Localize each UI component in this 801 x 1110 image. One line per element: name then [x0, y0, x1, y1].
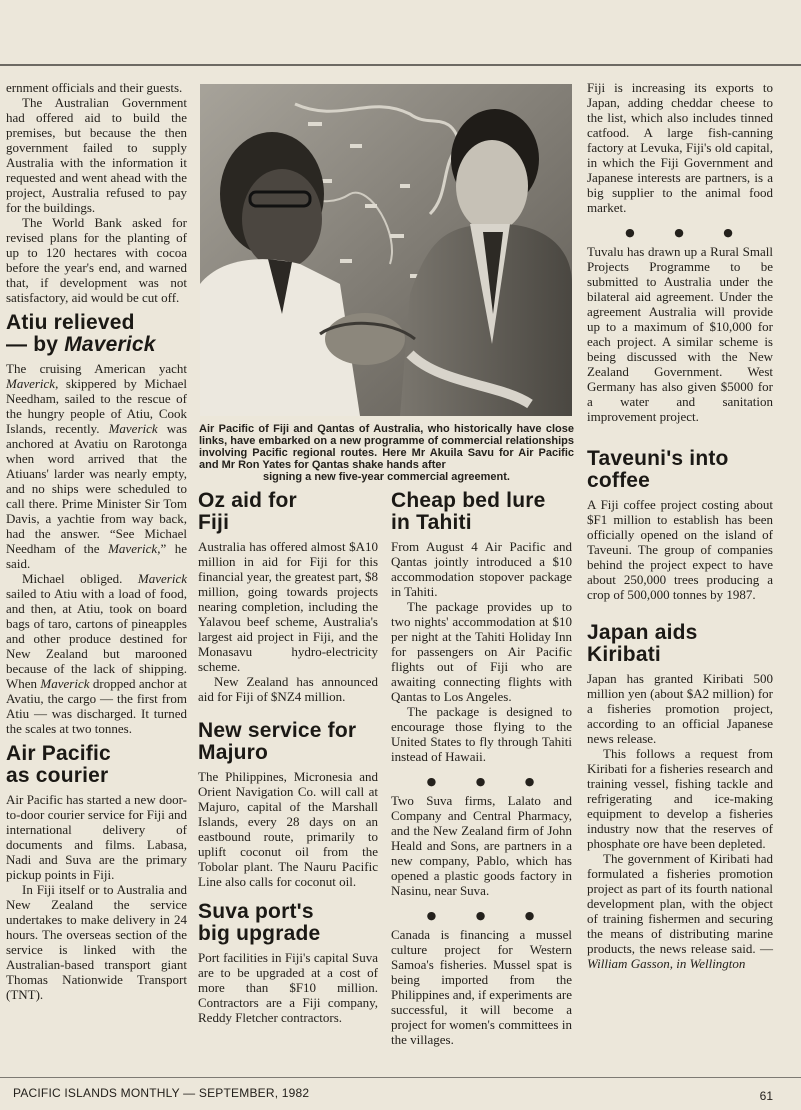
- column-4: [587, 80, 773, 971]
- left-man-face: [242, 169, 322, 269]
- paragraph: Australia has offered almost $A10 million in aid for Fiji for this financial year, the greatest part, $8 million, going towards projects nearing completion, including the Yalavou beef scheme, Australia's largest aid project in Fiji, and the Monasavu hydro-electricity scheme.: [198, 539, 378, 674]
- italic-run: Maverick: [40, 676, 90, 691]
- paragraph: Air Pacific has started a new door-to-door courier service for Fiji and international delivery of documents and films. Labasa, Nadi and Suva are the primary pickup points in Fiji.: [6, 792, 187, 882]
- headline-line: Atiu relieved: [6, 311, 135, 334]
- headline-line: Cheap bed lure: [391, 489, 546, 512]
- right-man-face: [456, 140, 528, 232]
- top-rule: [0, 64, 801, 66]
- headline-line: Suva port's: [198, 900, 314, 923]
- headline-air-pacific-courier: [6, 743, 187, 787]
- paragraph: Port facilities in Fiji's capital Suva are to be upgraded at a cost of more than $F10 million. Contractors are a Fiji company, Reddy Fletcher contractors.: [198, 950, 378, 1025]
- headline-line: Majuro: [198, 741, 269, 764]
- headline-line: Japan aids: [587, 621, 698, 644]
- paragraph: [6, 571, 187, 736]
- headline-cheap-bed: [391, 490, 572, 534]
- text-run: , skippered by Michael Needham, sailed to the rescue of the hungry people of Atiu, Cook Islands, recently.: [6, 376, 187, 436]
- bottom-rule: [0, 1077, 801, 1078]
- headline-italic: Maverick: [64, 333, 156, 356]
- text-run: sailed to Atiu with a load of food, and then, at Atiu, took on board bags of taro, cartons of pineapples and other produce destined for New Zealand but marooned because of the lack of shipping. When: [6, 586, 187, 691]
- paragraph: From August 4 Air Pacific and Qantas jointly introduced a $10 accommodation stopover package in Tahiti.: [391, 539, 572, 599]
- headline-line: Air Pacific: [6, 742, 111, 765]
- section-divider-dots: ● ● ●: [625, 226, 751, 239]
- headline-line: Taveuni's into: [587, 447, 729, 470]
- byline: William Gasson, in Wellington: [587, 956, 746, 971]
- text-run: was anchored at Avatiu on Rarotonga when word arrived that the Atiuans' larder was nearly empty, and no ships were scheduled to call there. Prime Minister Sir Tom Davis, a yachtie from way back, had the answer. “See Michael Needham of the: [6, 421, 187, 556]
- italic-run: Maverick: [108, 541, 158, 556]
- paragraph: The World Bank asked for revised plans for the planting of up to 120 hectares with cocoa before the year's end, and warned that, if development was not satisfactory, aid would be cut off.: [6, 215, 187, 305]
- paragraph: The Australian Government had offered aid to build the premises, but because the then government failed to supply Australia with the information it requested and went ahead with the project, Australia refused to pay for the buildings.: [6, 95, 187, 215]
- text-run: Michael obliged.: [22, 571, 138, 586]
- headline-taveuni: [587, 448, 773, 492]
- text-run: The cruising American yacht: [6, 361, 187, 376]
- headline-line: as courier: [6, 764, 109, 787]
- headline-oz-aid: [198, 490, 378, 534]
- paragraph: The package provides up to two nights' accommodation at $10 per night at the Tahiti Holiday Inn for passengers on Air Pacific flights out of Fiji who are awaiting connecting flights with Qantas to Los Angeles.: [391, 599, 572, 704]
- paragraph: Fiji is increasing its exports to Japan, adding cheddar cheese to the list, which also includes tinned catfood. A large fish-canning factory at Levuka, Fiji's old capital, in which the Fiji Government and Japanese interests are partners, is a big supplier to the animal food market.: [587, 80, 773, 215]
- column-3: [391, 490, 572, 1047]
- paragraph: The package is designed to encourage those flying to the United States to fly through Tahiti instead of Hawaii.: [391, 704, 572, 764]
- headline-line: Kiribati: [587, 643, 661, 666]
- paragraph: The Philippines, Micronesia and Orient Navigation Co. will call at Majuro, capital of the Marshall Islands, every 28 days on an eastbound route, primarily to uplift coconut oil from the Tobolar plant. The Nauru Pacific Line also calls for coconut oil.: [198, 769, 378, 889]
- text-run: ,” he said.: [6, 541, 187, 571]
- footer-masthead: PACIFIC ISLANDS MONTHLY — SEPTEMBER, 1982: [13, 1086, 310, 1100]
- paragraph: In Fiji itself or to Australia and New Zealand the service undertakes to make delivery in 24 hours. The overseas section of the service is linked with the Australian-based transport giant Thomas Nationwide Transport (TNT).: [6, 882, 187, 1002]
- section-divider-dots: ● ● ●: [426, 909, 553, 922]
- italic-run: Maverick: [137, 571, 187, 586]
- column-2: [198, 490, 378, 1025]
- paragraph: A Fiji coffee project costing about $F1 million to establish has been officially opened on the island of Taveuni. The group of companies behind the project expect to have about 250,000 trees producing a crop of 500,000 tonnes by 1987.: [587, 497, 773, 602]
- italic-run: Maverick: [6, 376, 56, 391]
- paragraph: Two Suva firms, Lalato and Company and Central Pharmacy, and the New Zealand firm of John Heald and Sons, are partners in a new company, Pablo, which has opened a plastic goods factory in Nasinu, near Suva.: [391, 793, 572, 898]
- column-1: [6, 80, 187, 1002]
- headline-suva-port: [198, 901, 378, 945]
- photo-illustration: [200, 84, 572, 416]
- caption-text: Air Pacific of Fiji and Qantas of Australia, who historically have close links, have embarked on a new programme of commercial relationships involving Pacific regional routes. Here Mr Akuila Savu for Air Pacific and Mr Ron Yates for Qantas shake hands after: [199, 423, 574, 471]
- headline-line: New service for: [198, 719, 357, 742]
- caption-last-line: signing a new five-year commercial agreement.: [263, 471, 510, 483]
- paragraph: Tuvalu has drawn up a Rural Small Projects Programme to be submitted to Australia under the bilateral aid agreement. Under the agreement Australia will provide up to a maximum of $10,000 for each project. A similar scheme is being discussed with the New Zealand Government. West Germany has also given $5000 for a water and sanitation improvement project.: [587, 244, 773, 424]
- headline-line: Fiji: [198, 511, 230, 534]
- italic-run: Maverick: [108, 421, 158, 436]
- continued-paragraph: ernment officials and their guests.: [6, 80, 183, 95]
- headline-line: coffee: [587, 469, 651, 492]
- photo-caption: [199, 423, 574, 483]
- headline-dash: — by: [6, 333, 65, 356]
- paragraph: Canada is financing a mussel culture project for Western Samoa's fisheries. Mussel spat is being imported from the Philippines and, if experiments are successful, it will become a project for women's committees in the villages.: [391, 927, 572, 1047]
- handshake-photo: [200, 84, 572, 416]
- headline-majuro: [198, 720, 378, 764]
- headline-line: big upgrade: [198, 922, 321, 945]
- section-divider-dots: ● ● ●: [426, 775, 553, 788]
- headline-atiu-relieved: [6, 312, 187, 356]
- headline-japan-kiribati: [587, 622, 773, 666]
- handshake: [325, 313, 405, 365]
- paragraph: This follows a request from Kiribati for a fisheries research and training vessel, fishing tackle and refrigerating and ice-making equipment to develop a fisheries industry now that the reserves of phosphate ore have been depleted.: [587, 746, 773, 851]
- text-run: dropped anchor at Avatiu, the cargo — the first from Atiu — was discharged. It turned the scales at two tonnes.: [6, 676, 187, 736]
- page-number: 61: [759, 1089, 773, 1103]
- paragraph-with-byline: [587, 851, 773, 971]
- paragraph: New Zealand has announced aid for Fiji of $NZ4 million.: [198, 674, 378, 704]
- paragraph: Japan has granted Kiribati 500 million yen (about $A2 million) for a fisheries promotion project, according to an official Japanese news release.: [587, 671, 773, 746]
- headline-line: Oz aid for: [198, 489, 297, 512]
- text-run: The government of Kiribati had formulated a fisheries promotion project as part of its fourth national development plan, with the object of training fishermen and securing the means of distributing marine products, the news release said. —: [587, 851, 773, 956]
- paragraph: [6, 361, 187, 571]
- headline-line: in Tahiti: [391, 511, 472, 534]
- headline-line: [6, 334, 187, 356]
